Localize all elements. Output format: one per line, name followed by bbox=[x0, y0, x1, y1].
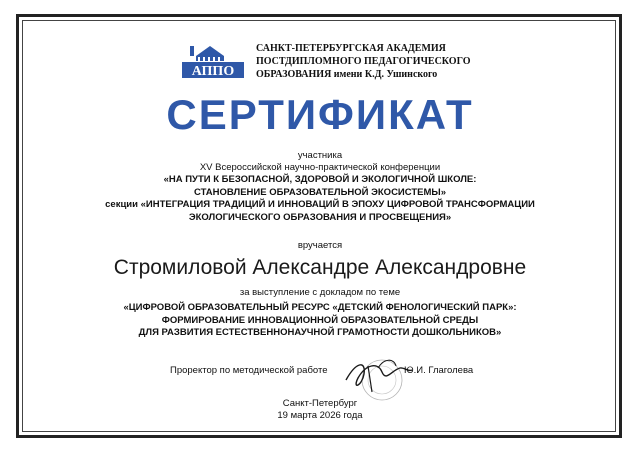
report-line-1: «ЦИФРОВОЙ ОБРАЗОВАТЕЛЬНЫЙ РЕСУРС «ДЕТСКИЙ ФЕНОЛОГИЧЕСКИЙ ПАРК»: bbox=[123, 302, 517, 313]
signatory-name: Ю.И. Глаголева bbox=[404, 365, 474, 376]
place-date bbox=[0, 398, 640, 422]
report-line-3: ДЛЯ РАЗВИТИЯ ЕСТЕСТВЕННОНАУЧНОЙ ГРАМОТНОСТИ ДОШКОЛЬНИКОВ» bbox=[138, 327, 502, 339]
participant-label: участника bbox=[297, 150, 343, 161]
academy-name-line-2: ПОСТДИПЛОМНОГО ПЕДАГОГИЧЕСКОГО bbox=[256, 56, 471, 67]
date: 19 марта 2026 года bbox=[277, 410, 363, 421]
conference-line-4: секции «ИНТЕГРАЦИЯ ТРАДИЦИЙ И ИННОВАЦИЙ В ЭПОХУ ЦИФРОВОЙ ТРАНСФОРМАЦИИ bbox=[105, 199, 535, 211]
conference-line-3: СТАНОВЛЕНИЕ ОБРАЗОВАТЕЛЬНОЙ ЭКОСИСТЕМЫ» bbox=[193, 186, 447, 198]
academy-logo-icon bbox=[180, 44, 246, 80]
for-report-label: за выступление с докладом по теме bbox=[239, 287, 401, 298]
signatory-position: Проректор по методической работе bbox=[170, 365, 328, 376]
academy-name bbox=[256, 42, 470, 81]
academy-name-line-1: САНКТ-ПЕТЕРБУРГСКАЯ АКАДЕМИЯ bbox=[256, 43, 446, 54]
awarded-label: вручается bbox=[297, 240, 343, 251]
conference-line-1: XV Всероссийской научно-практической конференции bbox=[199, 162, 441, 173]
report-line-2: ФОРМИРОВАНИЕ ИННОВАЦИОННОЙ ОБРАЗОВАТЕЛЬНОЙ СРЕДЫ bbox=[161, 314, 479, 326]
report-title bbox=[0, 302, 640, 340]
academy-name-line-3: ОБРАЗОВАНИЯ имени К.Д. Ушинского bbox=[256, 69, 438, 80]
logo-text: АППО bbox=[191, 64, 235, 79]
conference-line-5: ЭКОЛОГИЧЕСКОГО ОБРАЗОВАНИЯ И ПРОСВЕЩЕНИЯ» bbox=[188, 211, 452, 223]
recipient-name: Стромиловой Александре Александровне bbox=[113, 256, 527, 279]
place: Санкт-Петербург bbox=[282, 398, 358, 409]
conference-info bbox=[0, 162, 640, 224]
conference-line-2: «НА ПУТИ К БЕЗОПАСНОЙ, ЗДОРОВОЙ И ЭКОЛОГИЧНОЙ ШКОЛЕ: bbox=[163, 174, 477, 186]
signature-icon bbox=[338, 350, 418, 404]
certificate-title: СЕРТИФИКАТ bbox=[166, 91, 474, 138]
